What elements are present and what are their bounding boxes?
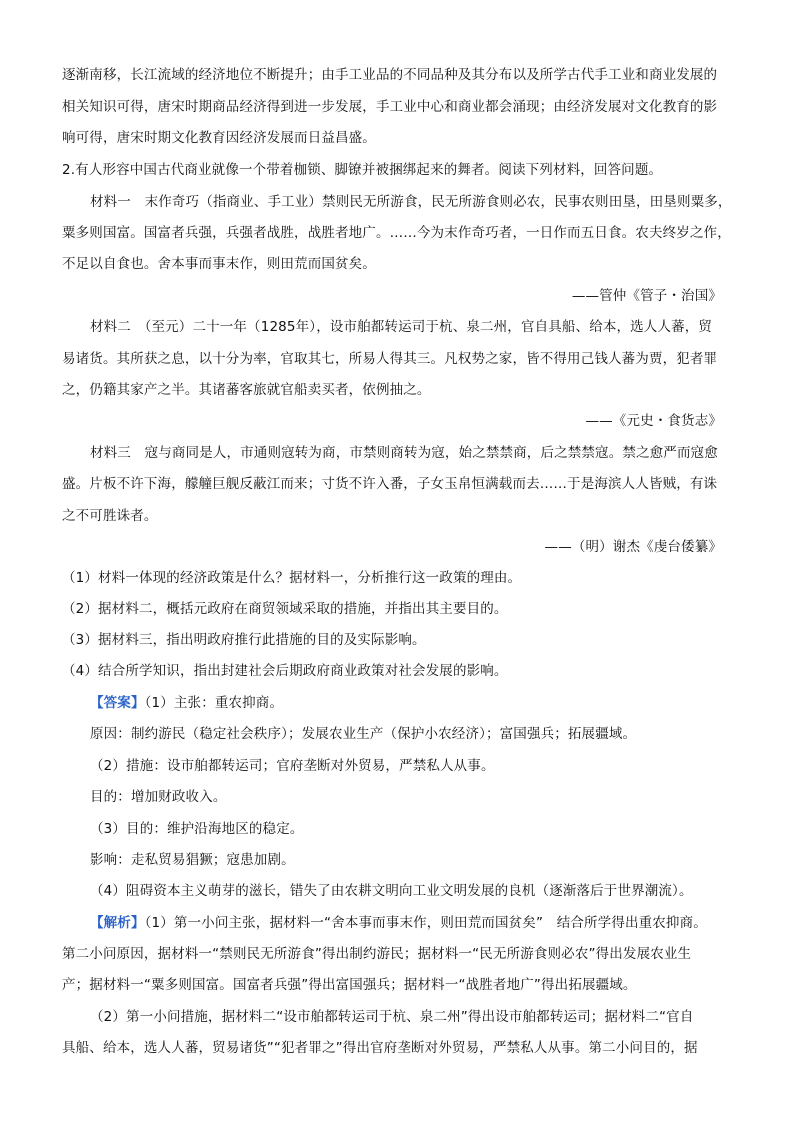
answer-line: 目的：增加财政收入。 <box>90 789 227 805</box>
material-line: 之不可胜诛者。 <box>62 508 158 524</box>
material-source: ——《元史・食货志》 <box>585 413 722 429</box>
answer-line: （3）目的：维护沿海地区的稳定。 <box>90 821 304 837</box>
material-source: ——（明）谢杰《虔台倭纂》 <box>544 539 722 555</box>
answer-line: 原因：制约游民（稳定社会秩序）；发展农业生产（保护小农经济）；富国强兵；拓展疆域。 <box>90 726 637 742</box>
material-line: 材料三 寇与商同是人，市通则寇转为商，市禁则商转为寇，始之禁禁商，后之禁禁寇。禁之愈严而寇愈 <box>90 445 718 461</box>
question-heading: 2.有人形容中国古代商业就像一个带着枷锁、脚镣并被捆绑起来的舞者。阅读下列材料，回答问题。 <box>62 162 663 178</box>
answer-label: 【答案】 <box>90 695 145 711</box>
material-line: 材料一 末作奇巧（指商业、手工业）禁则民无所游食，民无所游食则必农，民事农则田垦，田垦则粟多， <box>90 194 732 210</box>
text-line: 逐渐南移，长江流域的经济地位不断提升；由手工业品的不同品种及其分布以及所学古代手工业和商业发展的 <box>62 67 718 83</box>
answer-line: （2）措施：设市舶都转运司；官府垄断对外贸易，严禁私人从事。 <box>90 758 495 774</box>
material-line: 粟多则国富。国富者兵强，兵强者战胜，战胜者地广。……今为末作奇巧者，一日作而五日食。农夫终岁之作， <box>62 225 731 241</box>
analysis-line: 产；据材料一“粟多则国富。国富者兵强”得出富国强兵；据材料一“战胜者地广”得出拓展疆域。 <box>62 977 637 993</box>
analysis-line: 第二小问原因，据材料一“禁则民无所游食”得出制约游民；据材料一“民无所游食则必农”得出发展农业生 <box>62 946 692 962</box>
text-line: 响可得，唐宋时期文化教育因经济发展而日益昌盛。 <box>62 130 376 146</box>
material-line: 不足以自食也。舍本事而事末作，则田荒而国贫矣。 <box>62 256 376 272</box>
answer-line <box>0 694 794 712</box>
sub-question: （2）据材料二，概括元政府在商贸领域采取的措施，并指出其主要目的。 <box>62 601 508 617</box>
material-line: 之，仍籍其家产之半。其诸蕃客旅就官船卖买者，依例抽之。 <box>62 382 431 398</box>
text-line: 相关知识可得，唐宋时期商品经济得到进一步发展，手工业中心和商业都会涌现；由经济发展对文化教育的影 <box>62 99 718 115</box>
material-source: ——管仲《管子・治国》 <box>571 288 722 304</box>
analysis-line: 具船、给本，选人人蕃，贸易诸货”“犯者罪之”得出官府垄断对外贸易，严禁私人从事。第二小问目的，据 <box>62 1040 698 1056</box>
sub-question: （4）结合所学知识，指出封建社会后期政府商业政策对社会发展的影响。 <box>62 663 508 679</box>
material-line: 盛。片板不许下海，艨艟巨舰反蔽江而来；寸货不许入番，子女玉帛恒满载而去……于是海滨人人皆贼，有诛 <box>62 476 718 492</box>
analysis-line <box>0 914 794 932</box>
sub-question: （3）据材料三，指出明政府推行此措施的目的及实际影响。 <box>62 632 426 648</box>
analysis-line: （2）第一小问措施，据材料二“设市舶都转运司于杭、泉二州”得出设市舶都转运司；据材料二“官自 <box>90 1009 694 1025</box>
answer-line: 影响：走私贸易猖獗；寇患加剧。 <box>90 852 295 868</box>
sub-question: （1）材料一体现的经济政策是什么？据材料一，分析推行这一政策的理由。 <box>62 570 522 586</box>
material-line: 易诸货。其所获之息，以十分为率，官取其七，所易人得其三。凡权势之家，皆不得用己钱人蕃为贾，犯者罪 <box>62 351 718 367</box>
answer-text: （1）主张：重农抑商。 <box>144 695 284 711</box>
material-line: 材料二 （至元）二十一年（1285年），设市舶都转运司于杭、泉二州，官自具船、给本，选人人蕃，贸 <box>90 319 713 335</box>
answer-line: （4）阻碍资本主义萌芽的滋长，错失了由农耕文明向工业文明发展的良机（逐渐落后于世界潮流）。 <box>90 883 693 899</box>
analysis-text: （1）第一小问主张，据材料一“舍本事而事末作，则田荒而国贫矣” 结合所学得出重农抑商。 <box>144 915 707 931</box>
analysis-label: 【解析】 <box>90 915 145 931</box>
